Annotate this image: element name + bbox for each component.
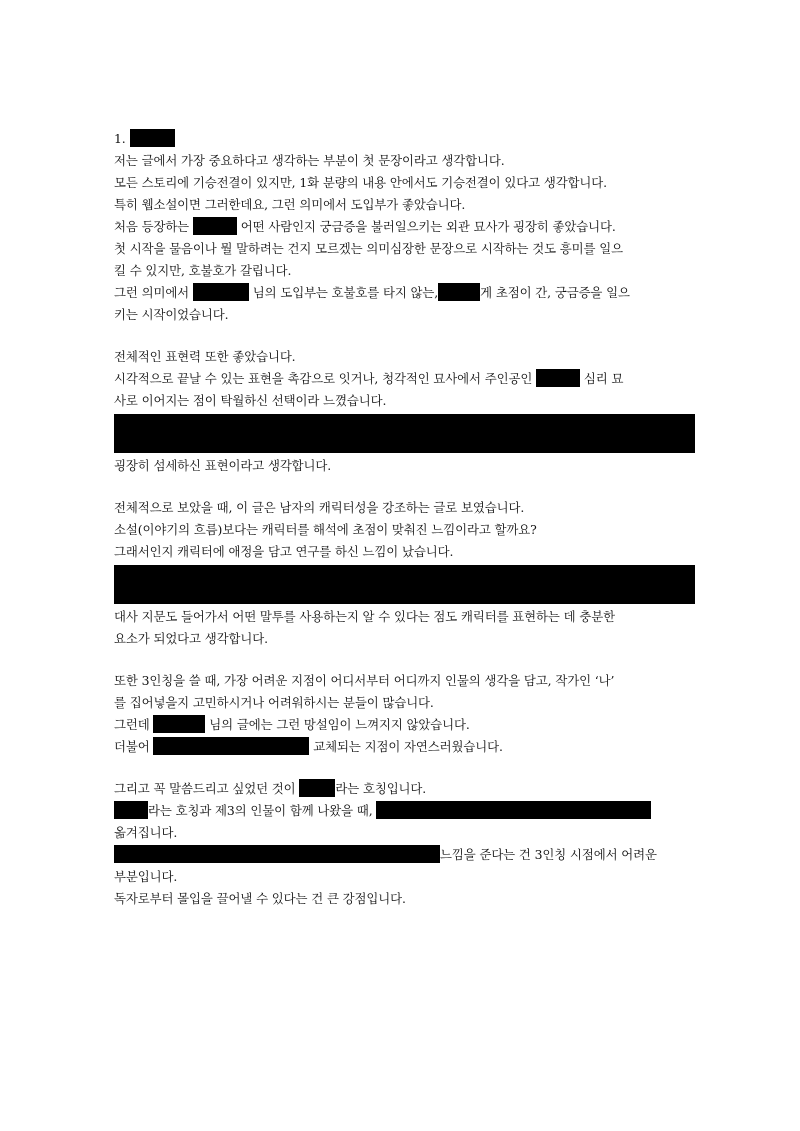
para1-line6: 킬 수 있지만, 호불호가 갈립니다. [114, 263, 292, 278]
section-heading [114, 128, 694, 150]
para1-line1: 저는 글에서 가장 중요하다고 생각하는 부분이 첫 문장이라고 생각합니다. [114, 153, 505, 168]
para2-line2-text-a: 시각적으로 끝날 수 있는 표현을 촉감으로 잇거나, 청각적인 묘사에서 주인공인 [114, 371, 533, 386]
para1-line5: 첫 시작을 물음이나 뭘 말하려는 건지 모르겠는 의미심장한 문장으로 시작하는 것도 흥미를 일으 [114, 241, 623, 256]
para2-line2-text-b: 심리 묘 [583, 371, 624, 386]
paragraph-gap [114, 326, 694, 346]
para4-line4-text-b: 교체되는 지점이 자연스러웠습니다. [313, 739, 503, 754]
paragraph-gap [114, 477, 694, 497]
para4-line3-text-a: 그런데 [114, 717, 150, 732]
para1-line3: 특히 웹소설이면 그러한데요, 그런 의미에서 도입부가 좋았습니다. [114, 197, 466, 212]
para1-line7 [114, 282, 694, 304]
document-body [114, 128, 694, 910]
redacted-text [376, 801, 651, 819]
para4-line4-text-a: 더불어 [114, 739, 150, 754]
redacted-text [153, 715, 205, 733]
paragraph-gap [114, 758, 694, 778]
para5-line3: 옮겨집니다. [114, 825, 178, 840]
para2-line2 [114, 368, 694, 390]
para3-line5: 요소가 되었다고 생각합니다. [114, 631, 268, 646]
para5-line5: 부분입니다. [114, 869, 178, 884]
paragraph-gap [114, 650, 694, 670]
redacted-text [193, 217, 237, 235]
para1-line7-text-b: 님의 도입부는 호불호를 타지 않는, [252, 285, 439, 300]
redacted-text [153, 737, 309, 755]
redacted-block [114, 565, 695, 604]
para1-line7-text-c: 게 초점이 간, 궁금증을 일으 [480, 285, 630, 300]
para2-line4: 굉장히 섬세하신 표현이라고 생각합니다. [114, 458, 332, 473]
redacted-text [438, 283, 480, 301]
para1-line2: 모든 스토리에 기승전결이 있지만, 1화 분량의 내용 안에서도 기승전결이 있다고 생각합니다. [114, 175, 608, 190]
redacted-text [114, 801, 148, 819]
para3-line4: 대사 지문도 들어가서 어떤 말투를 사용하는지 알 수 있다는 점도 캐릭터를 표현하는 데 충분한 [114, 609, 615, 624]
para5-line1-text-b: 라는 호칭입니다. [335, 781, 427, 796]
para3-line2: 소설(이야기의 흐름)보다는 캐릭터를 해석에 초점이 맞춰진 느낌이라고 할까요? [114, 522, 537, 537]
para4-line1: 또한 3인칭을 쓸 때, 가장 어려운 지점이 어디서부터 어디까지 인물의 생각을 담고, 작가인 ‘나’ [114, 673, 615, 688]
para4-line2: 를 집어넣을지 고민하시거나 어려워하시는 분들이 많습니다. [114, 695, 434, 710]
para5-line4 [114, 844, 694, 866]
para1-line7-text-a: 그런 의미에서 [114, 285, 190, 300]
redacted-block [114, 414, 695, 453]
para3-line3: 그래서인지 캐릭터에 애정을 담고 연구를 하신 느낌이 났습니다. [114, 544, 454, 559]
redacted-text [114, 845, 440, 863]
para1-line4-text-a: 처음 등장하는 [114, 219, 190, 234]
para1-line4-text-b: 어떤 사람인지 궁금증을 불러일으키는 외관 묘사가 굉장히 좋았습니다. [240, 219, 616, 234]
para5-line2-text-a: 라는 호칭과 제3의 인물이 함께 나왔을 때, [148, 803, 373, 818]
para3-line1: 전체적으로 보았을 때, 이 글은 남자의 캐릭터성을 강조하는 글로 보였습니다. [114, 500, 525, 515]
para2-line3: 사로 이어지는 점이 탁월하신 선택이라 느꼈습니다. [114, 393, 387, 408]
para5-line4-text-a: 느낌을 준다는 건 3인칭 시점에서 어려운 [440, 847, 657, 862]
section-number: 1. [114, 131, 126, 146]
para1-line4 [114, 216, 694, 238]
para4-line4 [114, 736, 694, 758]
para4-line3-text-b: 님의 글에는 그런 망설임이 느껴지지 않았습니다. [209, 717, 470, 732]
redacted-text [193, 283, 249, 301]
para4-line3 [114, 714, 694, 736]
redacted-title [130, 129, 175, 147]
para5-line6: 독자로부터 몰입을 끌어낼 수 있다는 건 큰 강점입니다. [114, 891, 406, 906]
para1-line8: 키는 시작이었습니다. [114, 307, 229, 322]
para5-line1 [114, 778, 694, 800]
para2-line1: 전체적인 표현력 또한 좋았습니다. [114, 349, 296, 364]
redacted-text [299, 779, 335, 797]
redacted-text [536, 369, 580, 387]
para5-line1-text-a: 그리고 꼭 말씀드리고 싶었던 것이 [114, 781, 296, 796]
para5-line2 [114, 800, 694, 822]
